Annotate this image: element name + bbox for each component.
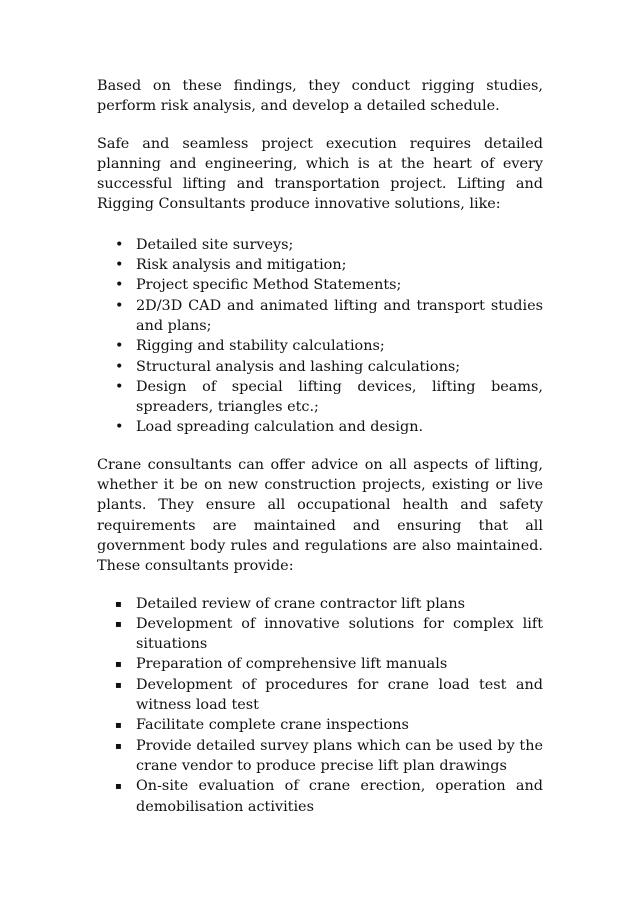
list-item: ▪ Preparation of comprehensive lift manuals bbox=[97, 654, 543, 674]
document-page bbox=[97, 76, 543, 834]
list-item: • Risk analysis and mitigation; bbox=[97, 255, 543, 275]
paragraph-rigging-studies: Based on these findings, they conduct rigging studies, perform risk analysis, and develop a detailed schedule. bbox=[97, 78, 543, 115]
square-bullet-icon: ▪ bbox=[115, 720, 122, 732]
crane-consultant-services-list bbox=[97, 594, 543, 817]
square-bullet-icon: ▪ bbox=[115, 781, 122, 793]
bullet-icon: • bbox=[115, 236, 124, 253]
list-item: ▪ Development of procedures for crane load test and witness load test bbox=[115, 676, 543, 714]
bullet-icon: • bbox=[115, 419, 124, 436]
paragraph-project-execution: Safe and seamless project execution requires detailed planning and engineering, which is at the heart of every successful lifting and transportation project. Lifting and Rigging Consultants produce innovative solutions, like: bbox=[97, 135, 543, 213]
square-bullet-icon: ▪ bbox=[115, 618, 122, 630]
bullet-icon: • bbox=[115, 257, 124, 274]
list-item: • 2D/3D CAD and animated lifting and transport studies and plans; bbox=[115, 297, 543, 334]
list-item: ▪ Detailed review of crane contractor lift plans bbox=[97, 594, 543, 614]
list-item: ▪ Development of innovative solutions for complex lift situations bbox=[115, 615, 543, 653]
bullet-icon: • bbox=[115, 358, 124, 375]
paragraph-crane-consultants: Crane consultants can offer advice on all aspects of lifting, whether it be on new construction projects, existing or live plants. They ensure all occupational health and safety requirements are maintained and ensuring that all government body rules and regulations are also maintained. These consultants provide: bbox=[97, 456, 543, 575]
list-item: • Load spreading calculation and design. bbox=[97, 417, 543, 437]
consultant-solutions-list bbox=[97, 235, 543, 438]
list-item: ▪ On-site evaluation of crane erection, operation and demobilisation activities bbox=[115, 778, 543, 815]
square-bullet-icon: ▪ bbox=[115, 740, 122, 752]
square-bullet-icon: ▪ bbox=[115, 598, 122, 610]
list-item: • Structural analysis and lashing calculations; bbox=[97, 357, 543, 377]
square-bullet-icon: ▪ bbox=[115, 679, 122, 691]
list-item: • Rigging and stability calculations; bbox=[97, 336, 543, 356]
list-item: • Project specific Method Statements; bbox=[97, 275, 543, 295]
list-item: ▪ Facilitate complete crane inspections bbox=[97, 715, 543, 735]
bullet-icon: • bbox=[115, 297, 124, 314]
bullet-icon: • bbox=[115, 277, 124, 294]
list-item: • Detailed site surveys; bbox=[97, 235, 543, 255]
list-item: • Design of special lifting devices, lifting beams, spreaders, triangles etc.; bbox=[115, 378, 543, 416]
bullet-icon: • bbox=[115, 338, 124, 355]
list-item: ▪ Provide detailed survey plans which can be used by the crane vendor to produce precise lift plan drawings bbox=[115, 737, 543, 774]
square-bullet-icon: ▪ bbox=[115, 659, 122, 671]
bullet-icon: • bbox=[115, 378, 124, 395]
